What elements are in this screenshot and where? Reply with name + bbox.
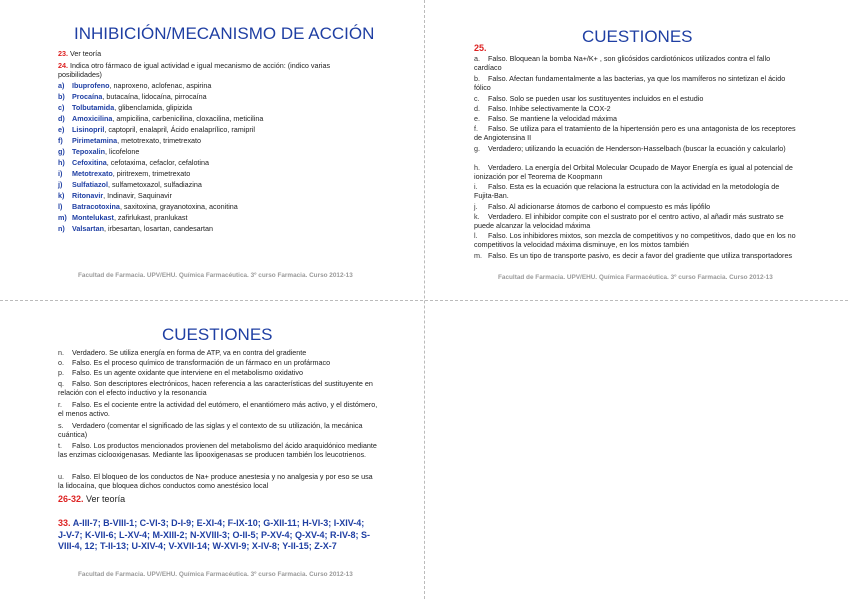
drug-name: Batracotoxina xyxy=(72,202,120,211)
item-text: Falso. Bloquean la bomba Na+/K+ , son glicósidos cardiotónicos utilizados contra el fallo cardíaco xyxy=(474,54,771,72)
drug-alternatives: , glibenclamida, glipizida xyxy=(114,103,193,112)
slide-footer: Facultad de Farmacia. UPV/EHU. Química Farmacéutica. 3º curso Farmacia. Curso 2012-13 xyxy=(78,272,353,279)
item-label: k. xyxy=(474,212,480,221)
item-label: s. xyxy=(58,421,64,430)
drug-name: Tepoxalin xyxy=(72,147,106,156)
drug-name: Procaína xyxy=(72,92,103,101)
item-label: m) xyxy=(58,213,67,222)
list-item xyxy=(474,232,796,249)
item-label: l. xyxy=(474,231,478,240)
item-label: t. xyxy=(58,441,62,450)
item-label: j) xyxy=(58,180,63,189)
drug-alternatives: , sulfametoxazol, sulfadiazina xyxy=(107,180,202,189)
drug-name: Ritonavir xyxy=(72,191,104,200)
item-label: n) xyxy=(58,224,65,233)
item-text: Verdadero. El inhibidor compite con el sustrato por el centro activo, al añadir más sustrato se puede alcanzar la velocidad máxima xyxy=(474,212,784,230)
list-item xyxy=(474,95,796,104)
drug-name: Montelukast xyxy=(72,213,114,222)
slide-footer: Facultad de Farmacia. UPV/EHU. Química Farmacéutica. 3º curso Farmacia. Curso 2012-13 xyxy=(498,274,773,281)
list-item xyxy=(58,442,380,459)
item-text: Falso. Los productos mencionados provienen del metabolismo del ácido araquidónico mediante las enzimas ciclooxigenasas. Mediante las lipooxigenasas se producen también los leucotrienos. xyxy=(58,441,377,459)
question-text: Ver teoría xyxy=(86,494,126,504)
item-label: d) xyxy=(58,114,65,123)
item-text: Falso. Es el proceso químico de transformación de un fármaco en un profármaco xyxy=(72,358,331,367)
list-item xyxy=(474,115,796,124)
drug-alternatives: , metotrexato, trimetrexato xyxy=(117,136,202,145)
list-item xyxy=(58,93,398,102)
list-item xyxy=(58,82,398,91)
item-label: c) xyxy=(58,103,65,112)
item-label: u. xyxy=(58,472,64,481)
list-item xyxy=(58,159,398,168)
item-label: a. xyxy=(474,54,480,63)
list-item xyxy=(58,380,380,397)
drug-alternatives: , Indinavir, Saquinavir xyxy=(103,191,172,200)
list-item xyxy=(58,170,398,179)
drug-alternatives: , piritrexem, trimetrexato xyxy=(112,169,191,178)
question-26-32 xyxy=(58,494,380,505)
list-item xyxy=(58,359,380,368)
item-label: b. xyxy=(474,74,480,83)
list-item xyxy=(474,105,796,114)
list-item xyxy=(58,401,380,418)
item-text: Falso. Los inhibidores mixtos, son mezcla de competitivos y no competitivos, dado que en los no competitivos la velocidad máxima disminuye, en los mixtos también xyxy=(474,231,796,249)
item-label: b) xyxy=(58,92,65,101)
slide-title: INHIBICIÓN/MECANISMO DE ACCIÓN xyxy=(74,24,375,43)
item-text: Falso. Afectan fundamentalmente a las bacterias, ya que los mamíferos no sintetizan el ácido fólico xyxy=(474,74,786,92)
list-item xyxy=(58,192,398,201)
item-text: Falso. Es un tipo de transporte pasivo, es decir a favor del gradiente que utiliza transportadores xyxy=(488,251,793,260)
item-text: Falso. Solo se pueden usar los sustituyentes incluidos en el estudio xyxy=(488,94,704,103)
list-item xyxy=(58,126,398,135)
drug-name: Metotrexato xyxy=(72,169,113,178)
list-item xyxy=(58,203,398,212)
list-item xyxy=(58,181,398,190)
drug-name: Valsartan xyxy=(72,224,104,233)
list-item xyxy=(474,145,796,154)
list-item xyxy=(474,55,796,72)
question-number: 24. xyxy=(58,61,68,70)
item-text: Falso. Es un agente oxidante que interviene en el metabolismo oxidativo xyxy=(72,368,303,377)
slide-inhibicion xyxy=(0,0,424,300)
item-text: Verdadero. Se utiliza energía en forma de ATP, va en contra del gradiente xyxy=(72,348,307,357)
item-label: c. xyxy=(474,94,480,103)
item-label: k) xyxy=(58,191,65,200)
item-text: Falso. Al adicionarse átomos de carbono el compuesto es más lipófilo xyxy=(488,202,711,211)
question-number: 25. xyxy=(474,43,487,53)
item-label: f. xyxy=(474,124,478,133)
question-number: 33. xyxy=(58,518,71,528)
item-text: Falso. Son descriptores electrónicos, hacen referencia a las características del sustituyente en relación con el efecto inductivo y la resonancia xyxy=(58,379,373,397)
item-label: e. xyxy=(474,114,480,123)
list-item xyxy=(474,213,796,230)
slide-title: CUESTIONES xyxy=(582,27,693,46)
drug-name: Amoxicilina xyxy=(72,114,113,123)
question-number: 23. xyxy=(58,49,68,58)
item-text: Verdadero (comentar el significado de las siglas y el contexto de su utilización, la mecánica cuántica) xyxy=(58,421,363,439)
item-label: p. xyxy=(58,368,64,377)
question-text: Indica otro fármaco de igual actividad e igual mecanismo de acción: (indico varias posibilidades) xyxy=(58,61,331,79)
list-item xyxy=(474,203,796,212)
item-label: d. xyxy=(474,104,480,113)
item-label: j. xyxy=(474,202,478,211)
drug-alternatives: , saxitoxina, grayanotoxina, aconitina xyxy=(119,202,238,211)
item-label: f) xyxy=(58,136,63,145)
item-text: Verdadero; utilizando la ecuación de Henderson-Hasselbach (buscar la ecuación y calcularlo) xyxy=(488,144,786,153)
drug-alternatives: , zafirlukast, pranlukast xyxy=(113,213,188,222)
slide-title: CUESTIONES xyxy=(162,325,273,344)
drug-alternatives: , ampicilina, carbenicilina, cloxacilina, meticilina xyxy=(112,114,264,123)
slide-cuestiones-1 xyxy=(424,0,848,300)
item-label: g. xyxy=(474,144,480,153)
drug-name: Lisinopril xyxy=(72,125,105,134)
list-item xyxy=(58,214,398,223)
drug-name: Cefoxitina xyxy=(72,158,107,167)
item-label: i) xyxy=(58,169,63,178)
drug-name: Tolbutamida xyxy=(72,103,115,112)
question-23 xyxy=(58,50,398,59)
question-24 xyxy=(58,62,358,79)
drug-alternatives: , irbesartan, losartan, candesartan xyxy=(103,224,214,233)
item-text: Falso. Se mantiene la velocidad máxima xyxy=(488,114,618,123)
item-text: Falso. Esta es la ecuación que relaciona la estructura con la actividad en la metodología de Fujita-Ban. xyxy=(474,182,780,200)
drug-alternatives: , cefotaxima, cefaclor, cefalotina xyxy=(106,158,210,167)
item-label: l) xyxy=(58,202,63,211)
list-item xyxy=(58,473,380,490)
drug-alternatives: , naproxeno, aclofenac, aspirina xyxy=(109,81,212,90)
item-text: Verdadero. La energía del Orbital Molecular Ocupado de Mayor Energía es igual al potencial de ionización por el Teorema de Koopmann xyxy=(474,163,793,181)
list-item xyxy=(58,104,398,113)
drug-alternatives: , captopril, enalapril, Ácido enalaprílico, ramipril xyxy=(104,125,255,134)
list-item xyxy=(58,422,380,439)
list-item xyxy=(474,164,796,181)
question-number: 26-32. xyxy=(58,494,84,504)
item-label: q. xyxy=(58,379,64,388)
drug-alternatives: , licofelone xyxy=(105,147,140,156)
item-text: Falso. El bloqueo de los conductos de Na+ produce anestesia y no analgesia y por eso se usa la lidocaína, que bloquea dichos conductos como anestésico local xyxy=(58,472,373,490)
list-item xyxy=(474,252,796,261)
item-label: a) xyxy=(58,81,65,90)
item-label: h. xyxy=(474,163,480,172)
item-label: e) xyxy=(58,125,65,134)
slide-cuestiones-2 xyxy=(0,300,424,599)
list-item xyxy=(58,148,398,157)
list-item xyxy=(58,369,380,378)
item-label: h) xyxy=(58,158,65,167)
answer-key: A-III-7; B-VIII-1; C-VI-3; D-I-9; E-XI-4; F-IX-10; G-XII-11; H-VI-3; I-XIV-4; J-V-7; K-VII-6; L-XV-4; M-XIII-2; N-XVIII-3; O-II-5; P-XV-4; Q-XV-4; R-IV-8; S-VIII-4, 12; T-II-13; U-XIV-4; V-XVII-14; W-XVI-9; X-IV-8; Y-II-15; Z-X-7 xyxy=(58,518,371,551)
list-item xyxy=(474,183,796,200)
slide-footer: Facultad de Farmacia. UPV/EHU. Química Farmacéutica. 3º curso Farmacia. Curso 2012-13 xyxy=(78,571,353,578)
list-item xyxy=(58,137,398,146)
drug-name: Pirimetamina xyxy=(72,136,118,145)
list-item xyxy=(58,349,380,358)
drug-name: Ibuprofeno xyxy=(72,81,110,90)
question-text: Ver teoría xyxy=(70,49,102,58)
item-label: r. xyxy=(58,400,62,409)
question-33 xyxy=(58,518,374,553)
drug-alternatives: , butacaína, lidocaína, pirrocaína xyxy=(102,92,207,101)
item-label: i. xyxy=(474,182,478,191)
list-item xyxy=(474,75,796,92)
item-label: o. xyxy=(58,358,64,367)
list-item xyxy=(58,225,398,234)
item-text: Falso. Se utiliza para el tratamiento de la hipertensión pero es una antagonista de los receptores de Angiotensina II xyxy=(474,124,796,142)
list-item xyxy=(58,115,398,124)
item-text: Falso. Inhibe selectivamente la COX-2 xyxy=(488,104,611,113)
item-label: m. xyxy=(474,251,482,260)
drug-name: Sulfatiazol xyxy=(72,180,108,189)
item-text: Falso. Es el cociente entre la actividad del eutómero, el enantiómero más activo, y el distómero, el menos activo. xyxy=(58,400,378,418)
question-25 xyxy=(474,43,814,53)
item-label: g) xyxy=(58,147,65,156)
item-label: n. xyxy=(58,348,64,357)
list-item xyxy=(474,125,796,142)
